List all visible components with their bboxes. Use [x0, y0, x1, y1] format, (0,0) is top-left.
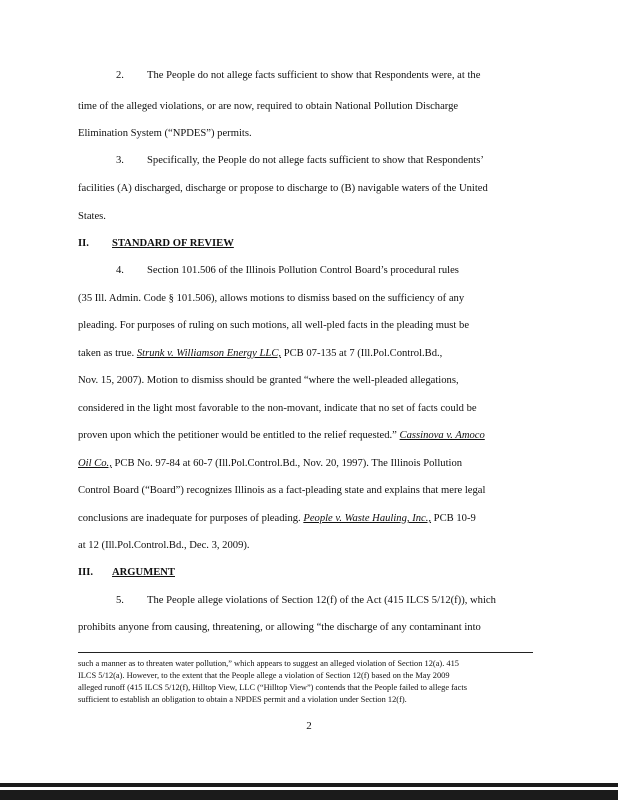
footnote-line-1: such a manner as to threaten water pollution,” which appears to suggest an alleged violation of Section 12(a). 415 [78, 659, 459, 668]
para-3-line-2: facilities (A) discharged, discharge or propose to discharge to (B) navigable waters of the United [78, 183, 488, 194]
para-3-line-1: Specifically, the People do not allege facts sufficient to show that Respondents’ [147, 155, 484, 166]
para-4-line-2: (35 Ill. Admin. Code § 101.506), allows motions to dismiss based on the sufficiency of any [78, 293, 465, 304]
para-4-line-10 [78, 514, 476, 525]
para-4-line-7-text-a: proven upon which the petitioner would be entitled to the relief requested.” [78, 430, 400, 441]
para-4-line-8 [78, 459, 462, 470]
para-4-line-5: Nov. 15, 2007). Motion to dismiss should be granted “where the well-pleaded allegations, [78, 375, 459, 386]
para-4-line-4 [78, 349, 442, 360]
para-4-line-3: pleading. For purposes of ruling on such motions, all well-pled facts in the pleading must be [78, 320, 470, 331]
para-3-line-3: States. [78, 211, 106, 222]
para-4-line-6: considered in the light most favorable to the non-movant, indicate that no set of facts could be [78, 403, 477, 414]
para-4-line-7 [78, 431, 485, 442]
section-3-heading: ARGUMENT [112, 567, 175, 578]
footnote-separator [78, 652, 533, 653]
case-citation-waste-hauling: People v. Waste Hauling, Inc., [303, 513, 432, 524]
case-citation-cassinova: Cassinova v. Amoco [399, 430, 485, 441]
footnote-line-3: alleged runoff (415 ILCS 5/12(f), Hilltop View, LLC (“Hilltop View”) contends that the People failed to allege facts [78, 683, 467, 692]
para-4-line-4-text-a: taken as true. [78, 348, 137, 359]
section-2-number: II. [78, 238, 89, 249]
para-2-line-1: The People do not allege facts sufficient to show that Respondents were, at the [147, 70, 481, 81]
section-2-heading: STANDARD OF REVIEW [112, 238, 234, 249]
para-2-line-2: time of the alleged violations, or are now, required to obtain National Pollution Discharge [78, 101, 459, 112]
para-2-line-3: Elimination System (“NPDES”) permits. [78, 128, 252, 139]
para-4-line-11: at 12 (Ill.Pol.Control.Bd., Dec. 3, 2009). [78, 540, 250, 551]
page-number: 2 [306, 720, 312, 732]
bottom-scan-border [0, 783, 618, 800]
para-4-line-10-text-b: PCB 10-9 [431, 513, 476, 524]
bottom-scan-border-gap [0, 787, 618, 790]
para-5-number: 5. [116, 595, 124, 606]
para-5-line-2: prohibits anyone from causing, threatening, or allowing “the discharge of any contaminant into [78, 622, 481, 633]
para-4-number: 4. [116, 265, 124, 276]
case-citation-cassinova-cont: Oil Co., [78, 458, 112, 469]
para-4-line-4-text-b: PCB 07-135 at 7 (Ill.Pol.Control.Bd., [281, 348, 443, 359]
para-4-line-10-text-a: conclusions are inadequate for purposes of pleading. [78, 513, 304, 524]
footnote-line-2: ILCS 5/12(a). However, to the extent that the People allege a violation of Section 12(f) based on the May 2009 [78, 671, 450, 680]
para-2-number: 2. [116, 70, 124, 81]
footnote-line-4: sufficient to establish an obligation to obtain a NPDES permit and a violation under Section 12(f). [78, 695, 407, 704]
para-5-line-1: The People allege violations of Section 12(f) of the Act (415 ILCS 5/12(f)), which [147, 595, 496, 606]
para-4-line-8-text-b: PCB No. 97-84 at 60-7 (Ill.Pol.Control.Bd., Nov. 20, 1997). The Illinois Pollution [111, 458, 463, 469]
section-3-number: III. [78, 567, 94, 578]
para-3-number: 3. [116, 155, 124, 166]
case-citation-strunk: Strunk v. Williamson Energy LLC, [136, 348, 282, 359]
para-4-line-1: Section 101.506 of the Illinois Pollution Control Board’s procedural rules [147, 265, 459, 276]
para-4-line-9: Control Board (“Board”) recognizes Illinois as a fact-pleading state and explains that mere legal [78, 485, 486, 496]
